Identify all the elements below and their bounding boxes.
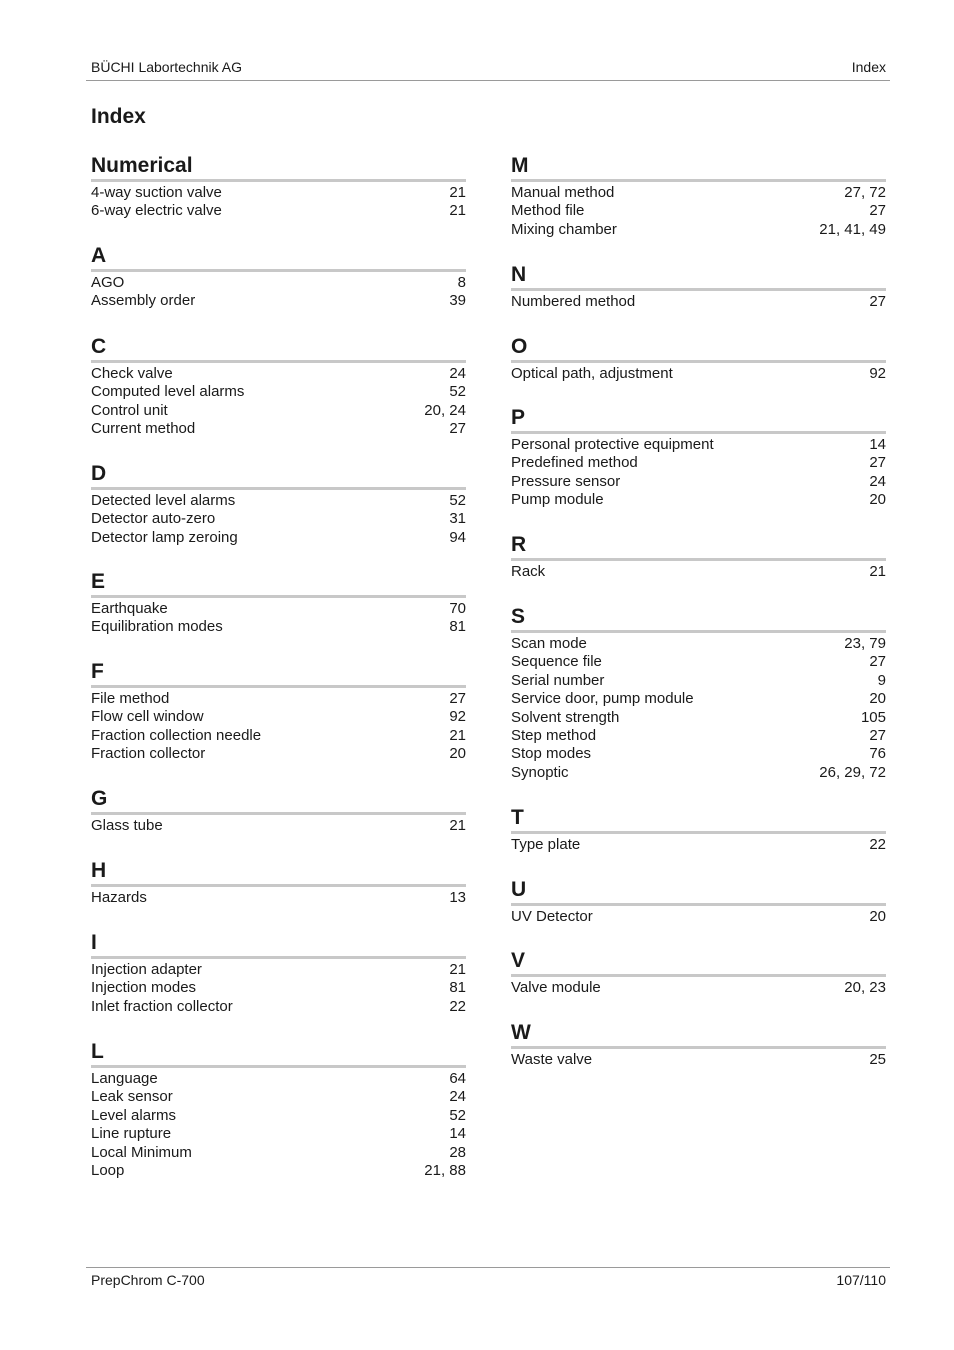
index-section: [91, 1038, 466, 1180]
index-term: Method file: [511, 202, 585, 220]
index-term: Mixing chamber: [511, 220, 617, 238]
index-page-numbers: 76: [869, 745, 886, 763]
index-page-numbers: 24: [449, 1088, 466, 1106]
index-term: Serial number: [511, 671, 605, 689]
index-entry: [511, 184, 886, 202]
index-entry-list: [511, 633, 886, 782]
index-page-numbers: 39: [449, 292, 466, 310]
index-page-numbers: 8: [457, 274, 466, 291]
index-term: Injection adapter: [91, 961, 202, 978]
index-page-numbers: 27: [869, 454, 886, 472]
index-entry: [91, 690, 466, 708]
index-entry: [91, 727, 466, 745]
index-entry-list: [511, 561, 886, 581]
index-entry: [511, 365, 886, 383]
index-term: Synoptic: [511, 763, 569, 781]
index-page-numbers: 81: [449, 618, 466, 636]
index-entry: [511, 1051, 886, 1069]
index-entry-list: [511, 977, 886, 997]
index-section: [91, 929, 466, 1016]
index-entry-list: [91, 1068, 466, 1180]
index-entry-list: [91, 815, 466, 835]
index-page-numbers: 52: [449, 383, 466, 401]
index-entry: [91, 708, 466, 726]
section-heading: W: [511, 1019, 886, 1049]
index-term: Manual method: [511, 184, 615, 201]
index-entry: [91, 1070, 466, 1088]
section-heading: I: [91, 929, 466, 959]
index-entry: [91, 1162, 466, 1180]
index-term: Step method: [511, 726, 597, 744]
index-term: Type plate: [511, 836, 581, 853]
index-term: Line rupture: [91, 1125, 172, 1143]
index-section: [91, 242, 466, 311]
index-term: Numbered method: [511, 293, 636, 310]
section-heading: N: [511, 261, 886, 291]
section-heading: A: [91, 242, 466, 272]
index-section: [91, 658, 466, 764]
index-section: [511, 333, 886, 383]
index-entry: [91, 618, 466, 636]
index-page-numbers: 27: [869, 202, 886, 220]
index-page-numbers: 92: [869, 365, 886, 382]
index-section: [91, 785, 466, 835]
index-entry: [91, 529, 466, 547]
index-entry-list: [91, 688, 466, 764]
index-page-numbers: 20: [869, 908, 886, 925]
page-header: [86, 58, 890, 81]
section-heading: R: [511, 531, 886, 561]
index-entry: [511, 221, 886, 239]
index-term: Predefined method: [511, 454, 638, 472]
index-page-numbers: 21: [449, 202, 466, 220]
index-page-numbers: 20: [869, 690, 886, 708]
index-entry: [511, 293, 886, 311]
index-entry: [511, 690, 886, 708]
index-section: [511, 261, 886, 311]
index-term: Inlet fraction collector: [91, 997, 233, 1015]
index-page-numbers: 9: [877, 671, 886, 689]
index-page-numbers: 22: [449, 997, 466, 1015]
index-term: Service door, pump module: [511, 690, 694, 708]
index-entry: [91, 1125, 466, 1143]
index-entry: [511, 908, 886, 926]
index-entry: [511, 653, 886, 671]
index-entry: [511, 979, 886, 997]
index-term: 6-way electric valve: [91, 202, 222, 220]
index-page-numbers: 20: [449, 745, 466, 763]
index-entry: [91, 402, 466, 420]
index-section: [511, 152, 886, 239]
section-heading: Numerical: [91, 152, 466, 182]
index-entry-list: [511, 291, 886, 311]
section-heading: G: [91, 785, 466, 815]
index-term: 4-way suction valve: [91, 184, 222, 201]
index-page-numbers: 22: [869, 836, 886, 853]
index-entry-list: [511, 434, 886, 510]
section-heading: V: [511, 947, 886, 977]
index-page-numbers: 70: [449, 600, 466, 617]
index-entry: [511, 563, 886, 581]
index-page-numbers: 21: [449, 817, 466, 834]
index-page-numbers: 27: [449, 690, 466, 707]
index-term: Pump module: [511, 491, 604, 509]
index-term: Pressure sensor: [511, 472, 621, 490]
header-section: Index: [851, 59, 886, 75]
index-entry: [511, 672, 886, 690]
index-page-numbers: 24: [449, 365, 466, 382]
index-entry: [511, 727, 886, 745]
index-page-numbers: 52: [449, 1106, 466, 1124]
index-entry: [91, 1088, 466, 1106]
index-entry: [91, 817, 466, 835]
index-term: Fraction collection needle: [91, 726, 262, 744]
index-term: Rack: [511, 563, 546, 580]
index-entry: [91, 745, 466, 763]
section-heading: S: [511, 603, 886, 633]
index-page-numbers: 105: [860, 708, 886, 726]
index-term: Computed level alarms: [91, 383, 245, 401]
index-entry: [511, 709, 886, 727]
index-page-numbers: 20, 23: [844, 979, 886, 996]
index-page-numbers: 21, 41, 49: [819, 220, 886, 238]
index-section: [511, 404, 886, 510]
index-term: Stop modes: [511, 745, 592, 763]
index-entry: [91, 961, 466, 979]
index-term: Detector lamp zeroing: [91, 528, 238, 546]
index-page-numbers: 13: [449, 889, 466, 906]
index-page-numbers: 27: [869, 293, 886, 310]
index-entry: [91, 1107, 466, 1125]
header-company: BÜCHI Labortechnik AG: [91, 59, 242, 75]
index-page-numbers: 52: [449, 492, 466, 509]
index-entry-list: [511, 906, 886, 926]
index-term: Loop: [91, 1161, 125, 1179]
index-entry-list: [91, 363, 466, 439]
section-heading: E: [91, 568, 466, 598]
index-entry: [511, 635, 886, 653]
index-term: Hazards: [91, 889, 147, 906]
section-heading: U: [511, 876, 886, 906]
index-section: [511, 1019, 886, 1069]
index-term: Local Minimum: [91, 1143, 192, 1161]
index-entry: [511, 836, 886, 854]
index-section: [511, 531, 886, 581]
index-term: Sequence file: [511, 653, 602, 671]
section-heading: D: [91, 460, 466, 490]
index-entry-list: [91, 598, 466, 637]
index-term: Scan mode: [511, 635, 587, 652]
index-page-numbers: 21: [449, 961, 466, 978]
index-entry-list: [511, 834, 886, 854]
index-entry-list: [511, 363, 886, 383]
index-term: Flow cell window: [91, 708, 204, 726]
index-section: [91, 857, 466, 907]
index-term: File method: [91, 690, 170, 707]
index-page-numbers: 25: [869, 1051, 886, 1068]
index-term: Assembly order: [91, 292, 196, 310]
section-heading: M: [511, 152, 886, 182]
section-heading: O: [511, 333, 886, 363]
index-term: AGO: [91, 274, 125, 291]
index-page-numbers: 94: [449, 528, 466, 546]
index-term: Check valve: [91, 365, 173, 382]
index-entry: [91, 600, 466, 618]
index-page-numbers: 26, 29, 72: [819, 763, 886, 781]
index-entry-list: [511, 182, 886, 239]
index-page-numbers: 21: [449, 184, 466, 201]
index-term: Glass tube: [91, 817, 163, 834]
index-page-numbers: 21: [449, 726, 466, 744]
index-term: UV Detector: [511, 908, 593, 925]
index-term: Earthquake: [91, 600, 168, 617]
index-term: Valve module: [511, 979, 601, 996]
section-heading: T: [511, 804, 886, 834]
index-entry: [91, 1144, 466, 1162]
index-entry: [91, 274, 466, 292]
index-section: [511, 603, 886, 782]
index-section: [511, 804, 886, 854]
index-entry-list: [91, 272, 466, 311]
index-section: [511, 876, 886, 926]
index-entry: [91, 365, 466, 383]
index-term: Current method: [91, 420, 196, 438]
footer-page-number: 107/110: [836, 1272, 886, 1288]
index-entry: [511, 745, 886, 763]
section-heading: C: [91, 333, 466, 363]
index-entry: [91, 889, 466, 907]
index-section: [91, 568, 466, 637]
index-term: Optical path, adjustment: [511, 365, 673, 382]
index-term: Solvent strength: [511, 708, 620, 726]
footer-product: PrepChrom C-700: [91, 1272, 205, 1288]
index-page-numbers: 24: [869, 472, 886, 490]
index-page-numbers: 21: [869, 563, 886, 580]
index-page-numbers: 23, 79: [844, 635, 886, 652]
index-entry: [91, 184, 466, 202]
index-page-numbers: 27: [869, 653, 886, 671]
index-entry: [91, 383, 466, 401]
index-page-numbers: 27: [449, 420, 466, 438]
index-page-numbers: 64: [449, 1070, 466, 1087]
index-entry: [511, 454, 886, 472]
index-section: [91, 333, 466, 439]
index-entry: [91, 998, 466, 1016]
index-page-numbers: 81: [449, 979, 466, 997]
index-entry: [91, 979, 466, 997]
index-entry: [511, 491, 886, 509]
index-entry-list: [511, 1049, 886, 1069]
index-entry: [91, 420, 466, 438]
index-section: [91, 460, 466, 547]
index-page-numbers: 20: [869, 491, 886, 509]
index-entry-list: [91, 182, 466, 221]
index-page-numbers: 14: [869, 436, 886, 453]
index-term: Level alarms: [91, 1106, 177, 1124]
index-term: Control unit: [91, 401, 168, 419]
index-section: [91, 152, 466, 221]
page-title: Index: [91, 105, 146, 128]
index-entry-list: [91, 959, 466, 1016]
index-term: Leak sensor: [91, 1088, 173, 1106]
index-section: [511, 947, 886, 997]
section-heading: P: [511, 404, 886, 434]
index-entry: [91, 202, 466, 220]
index-page-numbers: 21, 88: [424, 1161, 466, 1179]
index-page-numbers: 14: [449, 1125, 466, 1143]
page-footer: [86, 1267, 890, 1291]
index-entry: [91, 292, 466, 310]
section-heading: F: [91, 658, 466, 688]
index-page-numbers: 28: [449, 1143, 466, 1161]
index-term: Detector auto-zero: [91, 510, 216, 528]
index-term: Waste valve: [511, 1051, 593, 1068]
section-heading: L: [91, 1038, 466, 1068]
index-term: Fraction collector: [91, 745, 206, 763]
index-term: Equilibration modes: [91, 618, 223, 636]
index-entry: [511, 436, 886, 454]
index-entry: [91, 492, 466, 510]
index-term: Personal protective equipment: [511, 436, 714, 453]
index-page-numbers: 20, 24: [424, 401, 466, 419]
index-term: Injection modes: [91, 979, 197, 997]
index-entry-list: [91, 490, 466, 547]
index-entry: [511, 764, 886, 782]
index-entry: [91, 510, 466, 528]
index-entry: [511, 202, 886, 220]
index-term: Language: [91, 1070, 158, 1087]
index-page-numbers: 92: [449, 708, 466, 726]
index-entry: [511, 473, 886, 491]
index-entry-list: [91, 887, 466, 907]
index-page-numbers: 27: [869, 726, 886, 744]
index-term: Detected level alarms: [91, 492, 236, 509]
section-heading: H: [91, 857, 466, 887]
index-page-numbers: 31: [449, 510, 466, 528]
index-page-numbers: 27, 72: [844, 184, 886, 201]
